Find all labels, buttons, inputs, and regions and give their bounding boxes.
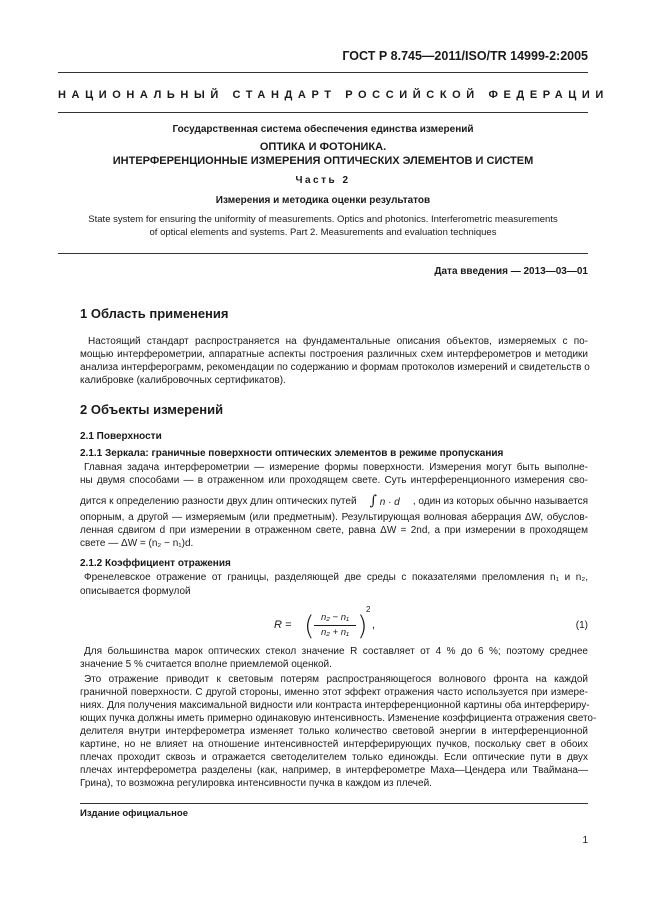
right-paren: ) bbox=[357, 611, 368, 642]
reflection-line-7: плечах проходит сквозь и отражается светоделителем только единожды. Если оптические пути в двух bbox=[80, 752, 588, 763]
fresnel-formula bbox=[262, 604, 382, 644]
official-edition-label: Издание официальное bbox=[80, 808, 188, 819]
gost-number: ГОСТ Р 8.745—2011/ISO/TR 14999-2:2005 bbox=[342, 49, 588, 63]
english-title-line-1: State system for ensuring the uniformity of measurements. Optics and photonics. Interferometric measurements bbox=[88, 214, 558, 225]
p211-line-2: ны двумя способами — в отраженном или проходящем свете. Суть интерференционного измерения сво- bbox=[80, 475, 588, 486]
p211-line-6: свете — ΔW = (n₂ − n₁)d. bbox=[80, 538, 194, 549]
formula-denominator: n₂ + n₁ bbox=[320, 627, 349, 638]
after-formula-line-1: Для большинства марок оптических стекол значение R составляет от 4 % до 6 %; поэтому среднее bbox=[84, 646, 588, 657]
integrand: n · d bbox=[379, 497, 400, 508]
title-line-2: ИНТЕРФЕРЕНЦИОННЫЕ ИЗМЕРЕНИЯ ОПТИЧЕСКИХ ЭЛЕМЕНТОВ И СИСТЕМ bbox=[112, 155, 534, 167]
reflection-line-8: плечах интерферометра разделены (как, например, в интерферометре Маха—Цендера или Тваймана— bbox=[80, 765, 588, 776]
formula-exponent: 2 bbox=[366, 605, 371, 614]
equation-number: (1) bbox=[575, 620, 588, 631]
english-title-line-2: of optical elements and systems. Part 2. Measurements and evaluation techniques bbox=[149, 227, 497, 238]
reflection-line-4: ющих пучка должны иметь примерно одинаковую интенсивность. Изменение коэффициента отражения свето- bbox=[80, 713, 597, 724]
banner-rule bbox=[58, 112, 588, 113]
p211-line-4: опорным, а другой — измеряемым (или предметным). Результирующая волновая аберрация ΔW, обуслов- bbox=[80, 512, 588, 523]
formula-numerator: n₂ − n₁ bbox=[320, 612, 349, 623]
formula-comma: , bbox=[372, 619, 376, 631]
p211-line-1: Главная задача интерферометрии — измерение формы поверхности. Измерения могут быть выполне- bbox=[84, 462, 588, 473]
formula-lhs: R = bbox=[274, 619, 292, 631]
footer-rule bbox=[80, 803, 588, 804]
p211-line-3-start: дится к определению разности двух длин оптических путей bbox=[80, 496, 357, 507]
p212-line-2: описывается формулой bbox=[80, 586, 191, 597]
s1-line-3: анализа интерферограмм, рекомендации по содержанию и формам протоколов измерений и свидетельств о bbox=[80, 362, 590, 373]
p211-line-3 bbox=[80, 495, 588, 509]
p211-line-5: ленная сдвигом d при измерении в отраженном свете, равна ΔW = 2nd, а при измерении в проходящем bbox=[80, 525, 588, 536]
section-1-heading: 1 Область применения bbox=[80, 306, 229, 321]
integral-sign: ∫ bbox=[369, 493, 377, 509]
subsection-2-1-1: 2.1.1 Зеркала: граничные поверхности оптических элементов в режиме пропускания bbox=[80, 448, 504, 459]
part-label: Часть 2 bbox=[295, 175, 351, 186]
reflection-line-9: Грина), то возможна регулировка интенсивности пучка в каждом из плечей. bbox=[80, 778, 432, 789]
header-rule bbox=[58, 72, 588, 73]
p212-line-1: Френелевское отражение от границы, разделяющей две среды с показателями преломления n₁ и n₂, bbox=[84, 572, 588, 583]
reflection-line-1: Это отражение приводит к световым потерям распространяющегося волнового фронта на каждой bbox=[84, 674, 588, 685]
fraction-bar bbox=[314, 625, 356, 626]
subsection-2-1-2: 2.1.2 Коэффициент отражения bbox=[80, 558, 231, 569]
national-standard-banner: НАЦИОНАЛЬНЫЙ СТАНДАРТ РОССИЙСКОЙ ФЕДЕРАЦИИ bbox=[58, 89, 609, 101]
after-formula-line-2: значение 5 % считается вполне приемлемой оценкой. bbox=[80, 659, 332, 670]
subtitle: Измерения и методика оценки результатов bbox=[215, 195, 431, 206]
section-2-heading: 2 Объекты измерений bbox=[80, 402, 224, 417]
subsection-2-1: 2.1 Поверхности bbox=[80, 431, 162, 442]
page-number: 1 bbox=[582, 835, 588, 846]
reflection-line-6: картине, но не влияет на отношение интенсивностей интерферирующих пучков, поскольку свет в обоих bbox=[80, 739, 588, 750]
left-paren: ( bbox=[304, 611, 315, 642]
title-line-1: ОПТИКА И ФОТОНИКА. bbox=[259, 141, 387, 153]
optical-path-integral bbox=[370, 495, 400, 509]
s1-line-1: Настоящий стандарт распространяется на фундаментальные описания объектов, измеряемых с по- bbox=[88, 336, 588, 347]
p211-line-3-end: , один из которых обычно называется bbox=[412, 496, 588, 507]
reflection-line-3: ниях. Для получения максимальной видности или контраста интерференционной картины оба интерфериру- bbox=[80, 700, 590, 711]
system-title: Государственная система обеспечения единства измерений bbox=[172, 124, 474, 135]
reflection-line-2: граничной поверхности. С другой стороны, именно этот эффект отражения часто используется при измере- bbox=[80, 687, 588, 698]
reflection-line-5: делителя внутри интерферометра изменяет только количество световой энергии в интерференционной bbox=[80, 726, 588, 737]
title-rule bbox=[58, 253, 588, 254]
s1-line-2: мощью интерферометрии, аппаратные аспекты построения различных схем интерферометров и методики bbox=[80, 349, 588, 360]
s1-line-4: калибровке (калибровочных сертификатов). bbox=[80, 375, 286, 386]
introduction-date: Дата введения — 2013—03—01 bbox=[434, 266, 588, 277]
